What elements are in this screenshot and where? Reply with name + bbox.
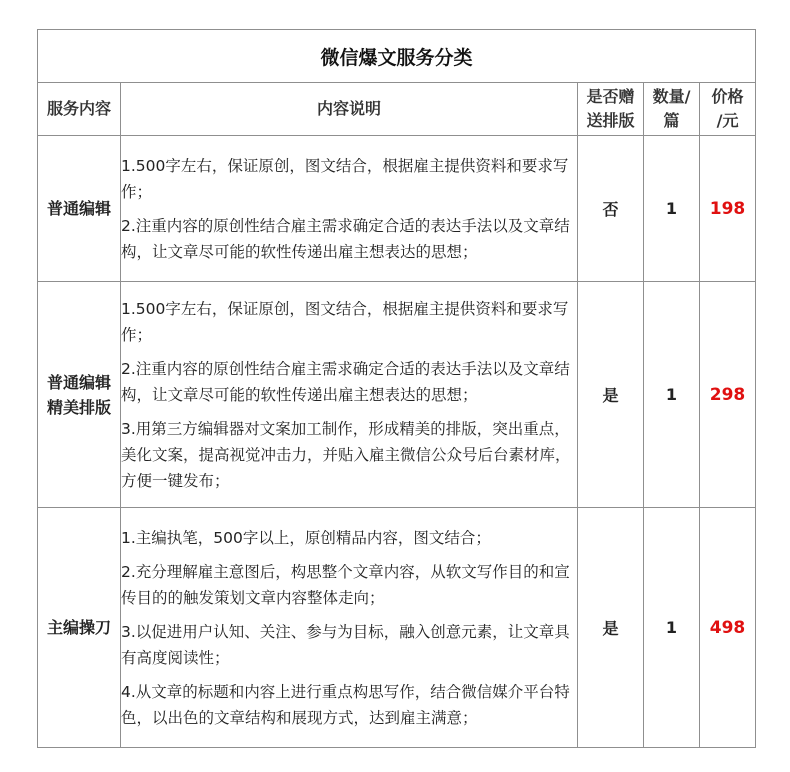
header-description: 内容说明 — [121, 83, 578, 136]
description-item: 4.从文章的标题和内容上进行重点构思写作，结合微信媒介平台特色，以出色的文章结构和展现方式，达到雇主满意； — [121, 682, 570, 727]
service-description — [121, 136, 578, 282]
description-item: 1.500字左右，保证原创，图文结合，根据雇主提供资料和要求写作； — [121, 156, 569, 201]
description-item: 2.注重内容的原创性结合雇主需求确定合适的表达手法以及文章结构，让文章尽可能的软性传递出雇主想表达的思想； — [121, 216, 570, 261]
header-service: 服务内容 — [38, 83, 121, 136]
quantity-value: 1 — [644, 508, 700, 748]
title-row — [38, 30, 756, 83]
layout-gift-value: 否 — [578, 136, 644, 282]
layout-gift-value: 是 — [578, 508, 644, 748]
price-value: 298 — [700, 282, 756, 508]
quantity-value: 1 — [644, 136, 700, 282]
table-row — [38, 136, 756, 282]
service-name: 主编操刀 — [38, 508, 121, 748]
price-value: 498 — [700, 508, 756, 748]
service-description — [121, 282, 578, 508]
price-value: 198 — [700, 136, 756, 282]
service-table — [37, 29, 756, 748]
description-item: 1.主编执笔，500字以上，原创精品内容，图文结合； — [121, 528, 491, 547]
table-row — [38, 282, 756, 508]
header-quantity: 数量/ 篇 — [644, 83, 700, 136]
description-item: 1.500字左右，保证原创，图文结合，根据雇主提供资料和要求写作； — [121, 299, 569, 344]
description-item: 2.注重内容的原创性结合雇主需求确定合适的表达手法以及文章结构，让文章尽可能的软性传递出雇主想表达的思想； — [121, 359, 570, 404]
service-description — [121, 508, 578, 748]
header-price: 价格 /元 — [700, 83, 756, 136]
layout-gift-value: 是 — [578, 282, 644, 508]
table-row — [38, 508, 756, 748]
description-item: 3.用第三方编辑器对文案加工制作，形成精美的排版，突出重点，美化文案，提高视觉冲击力，并贴入雇主微信公众号后台素材库，方便一键发布； — [121, 419, 571, 490]
header-row — [38, 83, 756, 136]
quantity-value: 1 — [644, 282, 700, 508]
description-item: 3.以促进用户认知、关注、参与为目标，融入创意元素，让文章具有高度阅读性； — [121, 622, 570, 667]
service-name: 普通编辑 — [38, 136, 121, 282]
table-title: 微信爆文服务分类 — [38, 30, 756, 83]
service-name: 普通编辑 精美排版 — [38, 282, 121, 508]
header-layout-gift: 是否赠 送排版 — [578, 83, 644, 136]
description-item: 2.充分理解雇主意图后，构思整个文章内容，从软文写作目的和宣传目的的触发策划文章内容整体走向； — [121, 562, 570, 607]
